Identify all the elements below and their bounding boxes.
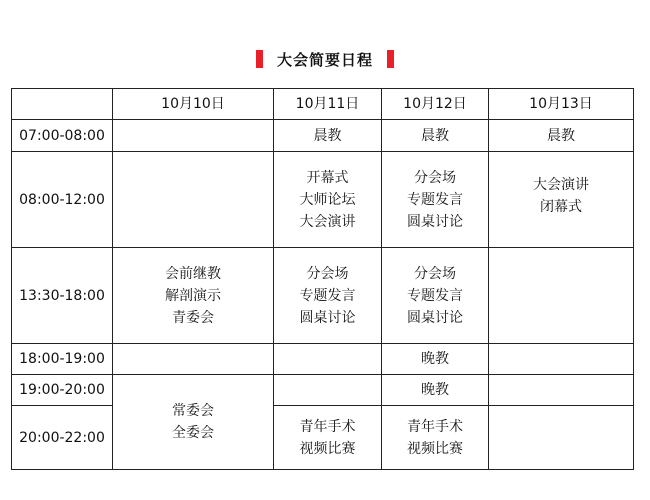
date-header-10-10: 10月10日 xyxy=(113,89,274,120)
table-row xyxy=(12,406,634,470)
schedule-cell xyxy=(113,344,274,375)
date-header-10-13: 10月13日 xyxy=(489,89,634,120)
table-row xyxy=(12,120,634,152)
schedule-cell: 晚教 xyxy=(382,375,489,406)
schedule-cell: 晨教 xyxy=(382,120,489,152)
session-label: 青年手术 xyxy=(407,418,463,435)
schedule-cell xyxy=(382,248,489,344)
schedule-cell xyxy=(489,406,634,470)
session-label: 专题发言 xyxy=(299,287,356,304)
schedule-cell xyxy=(274,152,382,248)
session-label: 会前继教 xyxy=(165,265,221,282)
time-cell: 13:30-18:00 xyxy=(12,248,113,344)
session-label: 分会场 xyxy=(306,265,349,282)
schedule-cell xyxy=(274,375,382,406)
schedule-cell xyxy=(382,152,489,248)
session-label: 全委会 xyxy=(172,425,214,441)
header-row xyxy=(12,89,634,120)
session-label: 分会场 xyxy=(414,265,456,282)
session-label: 青年手术 xyxy=(299,418,356,435)
session-label: 大会演讲 xyxy=(299,213,356,230)
session-label: 闭幕式 xyxy=(540,199,582,215)
session-label: 专题发言 xyxy=(407,191,463,208)
schedule-cell xyxy=(274,344,382,375)
session-label: 常委会 xyxy=(172,403,214,419)
session-label: 大师论坛 xyxy=(299,191,356,208)
schedule-cell: 晨教 xyxy=(274,120,382,152)
schedule-cell xyxy=(113,120,274,152)
table-row xyxy=(12,344,634,375)
schedule-cell: 晨教 xyxy=(489,120,634,152)
session-label: 视频比赛 xyxy=(407,440,463,457)
schedule-cell xyxy=(489,344,634,375)
schedule-cell xyxy=(489,248,634,344)
session-label: 开幕式 xyxy=(306,169,349,186)
session-label: 分会场 xyxy=(414,169,456,186)
corner-cell xyxy=(12,89,113,120)
schedule-cell xyxy=(274,248,382,344)
session-label: 青委会 xyxy=(172,309,214,326)
schedule-table xyxy=(11,88,634,470)
time-cell: 08:00-12:00 xyxy=(12,152,113,248)
table-row xyxy=(12,375,634,406)
session-label: 专题发言 xyxy=(407,287,463,304)
time-cell: 07:00-08:00 xyxy=(12,120,113,152)
schedule-cell xyxy=(274,406,382,470)
date-header-10-12: 10月12日 xyxy=(382,89,489,120)
schedule-cell xyxy=(113,375,274,470)
schedule-cell xyxy=(113,152,274,248)
session-label: 大会演讲 xyxy=(533,177,589,193)
schedule-cell xyxy=(382,406,489,470)
session-label: 解剖演示 xyxy=(165,287,221,304)
schedule-cell xyxy=(489,375,634,406)
schedule-heading xyxy=(0,48,650,70)
time-cell: 19:00-20:00 xyxy=(12,375,113,406)
session-label: 圆桌讨论 xyxy=(407,309,463,326)
red-bar-right-icon xyxy=(387,50,394,68)
schedule-cell xyxy=(113,248,274,344)
table-row xyxy=(12,248,634,344)
session-label: 圆桌讨论 xyxy=(299,309,356,326)
schedule-cell: 晚教 xyxy=(382,344,489,375)
time-cell: 18:00-19:00 xyxy=(12,344,113,375)
session-label: 圆桌讨论 xyxy=(407,213,463,230)
time-cell: 20:00-22:00 xyxy=(12,406,113,470)
table-row xyxy=(12,152,634,248)
schedule-cell xyxy=(489,152,634,248)
schedule-title: 大会简要日程 xyxy=(276,50,373,69)
red-bar-left-icon xyxy=(256,50,263,68)
session-label: 视频比赛 xyxy=(299,440,356,457)
date-header-10-11: 10月11日 xyxy=(274,89,382,120)
